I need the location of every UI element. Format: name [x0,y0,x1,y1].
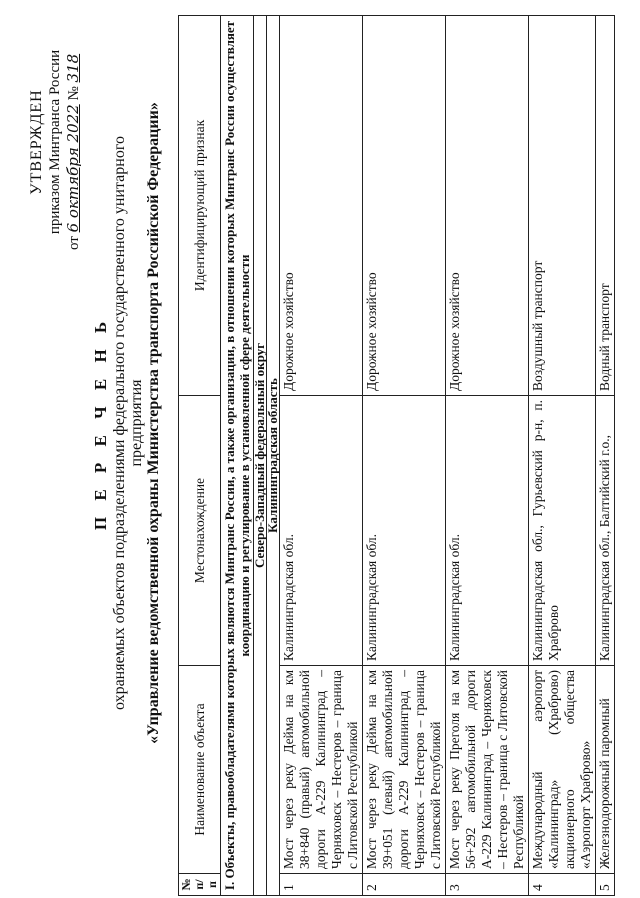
title-organization: «Управление ведомственной охраны Министерства транспорта Российской Федерации» [145,102,162,744]
row-location: Калининградская обл. [280,396,363,666]
approval-date-line [64,22,83,262]
row-num: 4 [529,874,596,896]
row-identifier: Дорожное хозяйство [446,16,529,396]
approval-date: 6 октября 2022 [64,104,82,233]
approval-order: приказом Минтранса России [47,49,63,235]
row-name: Международный аэропорт «Калининград» (Храброво) акционерного общества «Аэропорт Храброво» [529,666,596,874]
row-num: 2 [363,874,446,896]
approval-title: УТВЕРЖДЕН [28,89,45,195]
approval-from: от [66,236,82,250]
section-title: I. Объекты, правообладателями которых являются Минтранс России, а также организации, в отношении которых Минтранс России осуществляет координацию и регулирование в установленной сфере деятельности [221,16,254,896]
objects-table [178,15,615,896]
row-num: 3 [446,874,529,896]
row-identifier: Дорожное хозяйство [363,16,446,396]
row-num: 1 [280,874,363,896]
approval-number-sign: № [66,86,82,101]
row-name: Мост через реку Преголя на км 56+292 автомобильной дороги А-229 Калининград – Черняховск – Нестеров – граница с Литовской Республикой [446,666,529,874]
row-location: Калининградская обл., Гурьевский р-н, п. Храброво [529,396,596,666]
table-row [280,16,363,896]
table-row [596,16,615,896]
row-identifier: Водный транспорт [596,16,615,396]
table-row [446,16,529,896]
header-num: № п/п [179,874,221,896]
title-heading: П Е Р Е Ч Е Н Ь [91,315,110,531]
document-title [92,98,162,748]
region-row [267,16,280,896]
table-header-row [179,16,221,896]
approval-stamp [28,22,83,262]
row-identifier: Дорожное хозяйство [280,16,363,396]
approval-number: 318 [64,53,82,83]
row-name: Мост через реку Дейма на км 38+840 (правый) автомобильной дороги А-229 Калининград – Черняховск – Нестеров – граница с Литовской Республикой [280,666,363,874]
table-row [363,16,446,896]
row-location: Калининградская обл. [446,396,529,666]
section-row [221,16,254,896]
header-location: Местонахождение [179,396,221,666]
row-name: Железнодорожный паромный [596,666,615,874]
region-title: Калининградская область [267,16,280,896]
header-identifier: Идентифицирующий признак [179,16,221,396]
row-num: 5 [596,874,615,896]
row-identifier: Воздушный транспорт [529,16,596,396]
row-location: Калининградская обл., Балтийский г.о., [596,396,615,666]
title-subheading: охраняемых объектов подразделениями федерального государственного унитарного предприятия [111,136,145,711]
row-name: Мост через реку Дейма на км 39+051 (левый) автомобильной дороги А-229 Калининград – Черняховск – Нестеров – граница с Литовской Республикой [363,666,446,874]
district-title: Северо-Западный федеральный округ [254,16,267,896]
row-location: Калининградская обл. [363,396,446,666]
table-row [529,16,596,896]
header-name: Наименование объекта [179,666,221,874]
